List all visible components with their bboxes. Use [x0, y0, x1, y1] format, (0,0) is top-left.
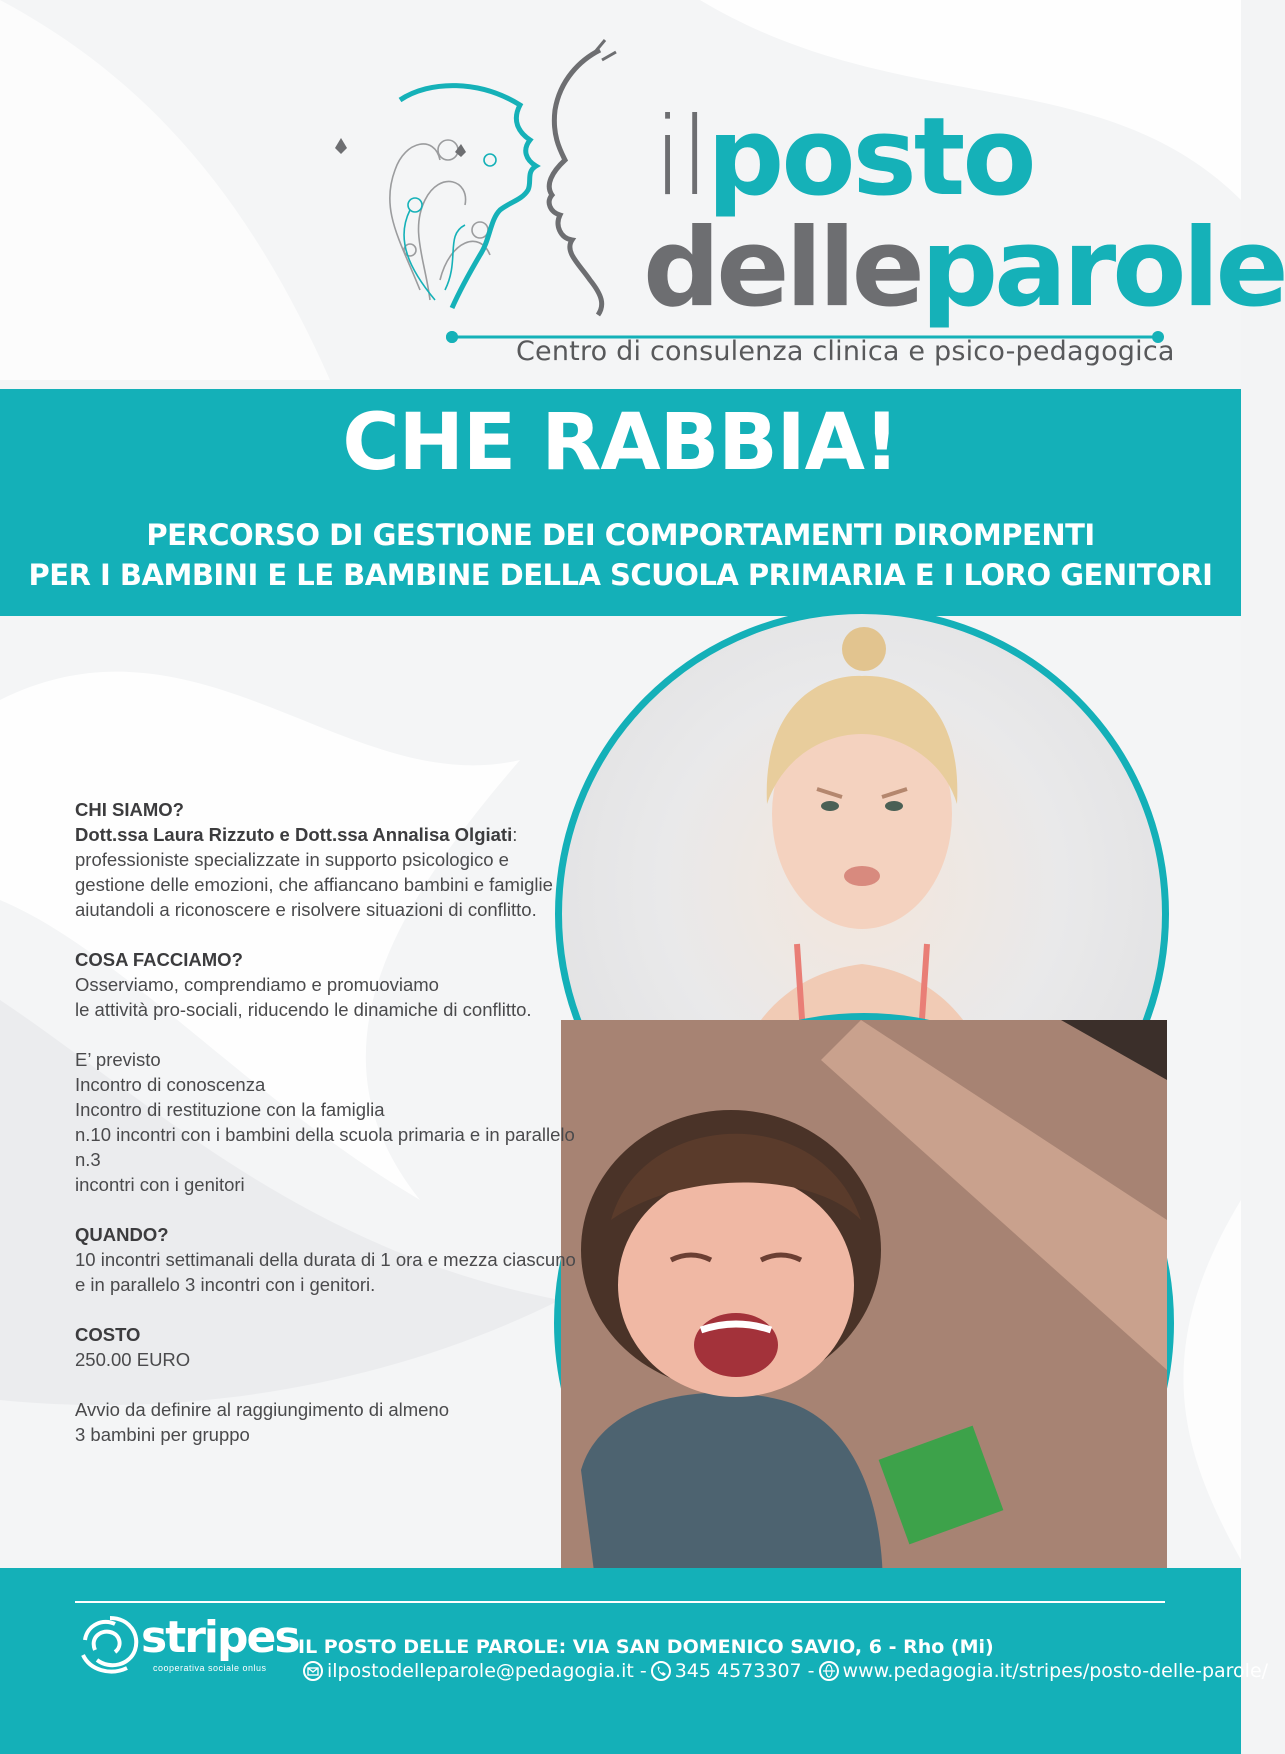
stripes-swirl-icon — [75, 1610, 145, 1680]
phone-icon — [651, 1661, 671, 1681]
photo-child-illustration — [561, 1020, 1167, 1626]
subtitle-line2: PER I BAMBINI E LE BAMBINE DELLA SCUOLA PRIMARIA E I LORO GENITORI — [28, 558, 1213, 592]
previsto-line1: E’ previsto — [75, 1049, 161, 1070]
logo-wordmark-line1 — [653, 95, 1034, 220]
logo-word-il: il — [653, 95, 708, 220]
footer-address: IL POSTO DELLE PAROLE: VIA SAN DOMENICO SAVIO, 6 - Rho (Mi) — [298, 1636, 994, 1658]
chi-siamo-line2: gestione delle emozioni, che affiancano bambini e famiglie — [75, 874, 553, 895]
globe-icon — [819, 1661, 839, 1681]
logo-word-posto: posto — [707, 95, 1034, 220]
spacer — [75, 1022, 595, 1047]
chi-siamo-names-line — [75, 822, 595, 847]
quando-line2: e in parallelo 3 incontri con i genitori. — [75, 1274, 376, 1295]
logo-word-parole: parole — [920, 206, 1285, 331]
stripes-tagline: cooperativa sociale onlus — [153, 1663, 267, 1673]
quando-line1: 10 incontri settimanali della durata di 1 ora e mezza ciascuno — [75, 1249, 576, 1270]
chi-siamo-line1: professioniste specializzate in supporto psicologico e — [75, 849, 509, 870]
logo-subtitle: Centro di consulenza clinica e psico-pedagogica — [516, 336, 1175, 367]
page-title: CHE RABBIA! — [342, 398, 899, 488]
subtitle-line1: PERCORSO DI GESTIONE DEI COMPORTAMENTI DIROMPENTI — [146, 518, 1095, 552]
heading-costo: COSTO — [75, 1324, 141, 1345]
stripes-logo — [75, 1610, 299, 1682]
spacer — [75, 1297, 595, 1322]
logo — [340, 40, 1285, 370]
previsto-line4: n.10 incontri con i bambini della scuola primaria e in parallelo n.3 — [75, 1124, 575, 1170]
footer-email-link[interactable]: ilpostodelleparole@pedagogia.it - — [327, 1660, 647, 1682]
email-icon — [303, 1661, 323, 1681]
spacer — [75, 1197, 595, 1222]
previsto-line3: Incontro di restituzione con la famiglia — [75, 1099, 385, 1120]
spacer — [75, 922, 595, 947]
avvio-line2: 3 bambini per gruppo — [75, 1424, 250, 1445]
footer-contacts — [303, 1660, 1268, 1682]
previsto-line5: incontri con i genitori — [75, 1174, 245, 1195]
heading-cosa-facciamo: COSA FACCIAMO? — [75, 949, 243, 970]
info-text — [75, 797, 595, 1447]
photo-screaming-child — [554, 1013, 1174, 1633]
logo-word-delle: delle — [643, 206, 921, 331]
chi-siamo-names: Dott.ssa Laura Rizzuto e Dott.ssa Annalisa Olgiati — [75, 824, 513, 845]
chi-siamo-line3: aiutandoli a riconoscere e risolvere situazioni di conflitto. — [75, 899, 537, 920]
page-subtitle — [0, 515, 1241, 595]
footer-divider — [75, 1601, 1165, 1603]
heading-chi-siamo: CHI SIAMO? — [75, 799, 184, 820]
footer-phone-link[interactable]: 345 4573307 - — [674, 1660, 815, 1682]
heading-quando: QUANDO? — [75, 1224, 169, 1245]
cosa-line1: Osserviamo, comprendiamo e promuoviamo — [75, 974, 439, 995]
avvio-line1: Avvio da definire al raggiungimento di almeno — [75, 1399, 450, 1420]
previsto-line2: Incontro di conoscenza — [75, 1074, 266, 1095]
logo-wordmark-line2 — [643, 206, 1285, 331]
stripes-wordmark: stripes — [141, 1612, 299, 1663]
spacer — [75, 1372, 595, 1397]
chi-siamo-colon: : — [512, 824, 518, 845]
costo-value: 250.00 EURO — [75, 1349, 191, 1370]
footer-website-link[interactable]: www.pedagogia.it/stripes/posto-delle-parole/ — [842, 1660, 1269, 1682]
cosa-line2: le attività pro-sociali, riducendo le dinamiche di conflitto. — [75, 999, 532, 1020]
